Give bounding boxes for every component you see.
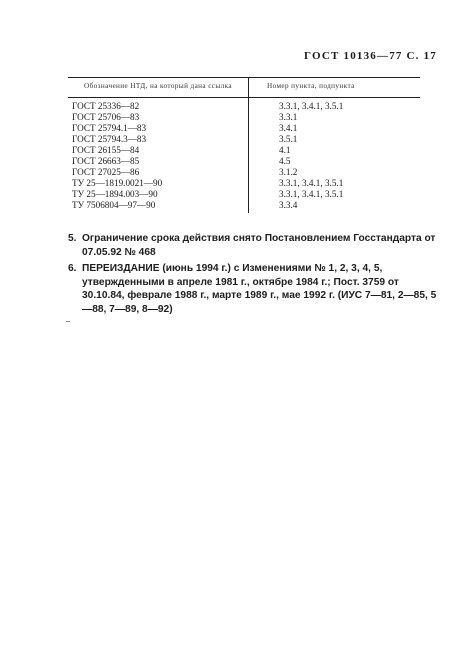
row-item: 3.5.1	[249, 134, 421, 145]
table-row	[68, 134, 420, 145]
table-row	[68, 189, 420, 200]
table-row	[68, 98, 420, 113]
row-document: ГОСТ 26663—85	[72, 156, 140, 166]
note-number: 6.	[68, 263, 77, 274]
column-header-document: Обозначение НТД, на который дана ссылка	[68, 78, 249, 98]
row-document: ГОСТ 25794.3—83	[72, 134, 147, 144]
row-document: ГОСТ 25794.1—83	[72, 123, 147, 133]
column-header-item: Номер пункта, подпункта	[249, 78, 421, 98]
row-document: ГОСТ 25336—82	[72, 101, 140, 111]
margin-mark	[66, 321, 70, 322]
table-row	[68, 200, 420, 213]
references-table	[68, 77, 420, 213]
table-row	[68, 156, 420, 167]
note-5	[68, 232, 440, 259]
table-row	[68, 145, 420, 156]
row-item: 3.3.1, 3.4.1, 3.5.1	[249, 189, 421, 200]
row-item: 3.3.4	[249, 200, 421, 213]
row-document: ТУ 25—1819.0021—90	[72, 178, 163, 188]
row-item: 4.5	[249, 156, 421, 167]
row-item: 3.3.1, 3.4.1, 3.5.1	[249, 98, 421, 113]
note-text: ПЕРЕИЗДАНИЕ (июнь 1994 г.) с Изменениями № 1, 2, 3, 4, 5, утвержденными в апреле 1981 г., октябре 1984 г.; Пост. 3759 от 30.10.84, феврале 1988 г., марте 1989 г., мае 1992 г. (ИУС 7—81, 2—85, 5—88, 7—89, 8—92)	[82, 263, 437, 315]
note-6	[68, 262, 440, 316]
table-row	[68, 178, 420, 189]
table-row	[68, 167, 420, 178]
row-item: 3.1.2	[249, 167, 421, 178]
row-item: 4.1	[249, 145, 421, 156]
note-number: 5.	[68, 233, 77, 244]
row-item: 3.3.1, 3.4.1, 3.5.1	[249, 178, 421, 189]
table-row	[68, 123, 420, 134]
row-item: 3.3.1	[249, 112, 421, 123]
row-document: ГОСТ 27025—86	[72, 167, 140, 177]
row-document: ТУ 7506804—97—90	[72, 200, 156, 210]
row-document: ТУ 25—1894.003—90	[72, 189, 158, 199]
row-document: ГОСТ 26155—84	[72, 145, 140, 155]
row-item: 3.4.1	[249, 123, 421, 134]
page-header: ГОСТ 10136—77 С. 17	[304, 50, 437, 62]
note-text: Ограничение срока действия снято Постановлением Госстандарта от 07.05.92 № 468	[82, 233, 436, 258]
row-document: ГОСТ 25706—83	[72, 112, 140, 122]
table-row	[68, 112, 420, 123]
